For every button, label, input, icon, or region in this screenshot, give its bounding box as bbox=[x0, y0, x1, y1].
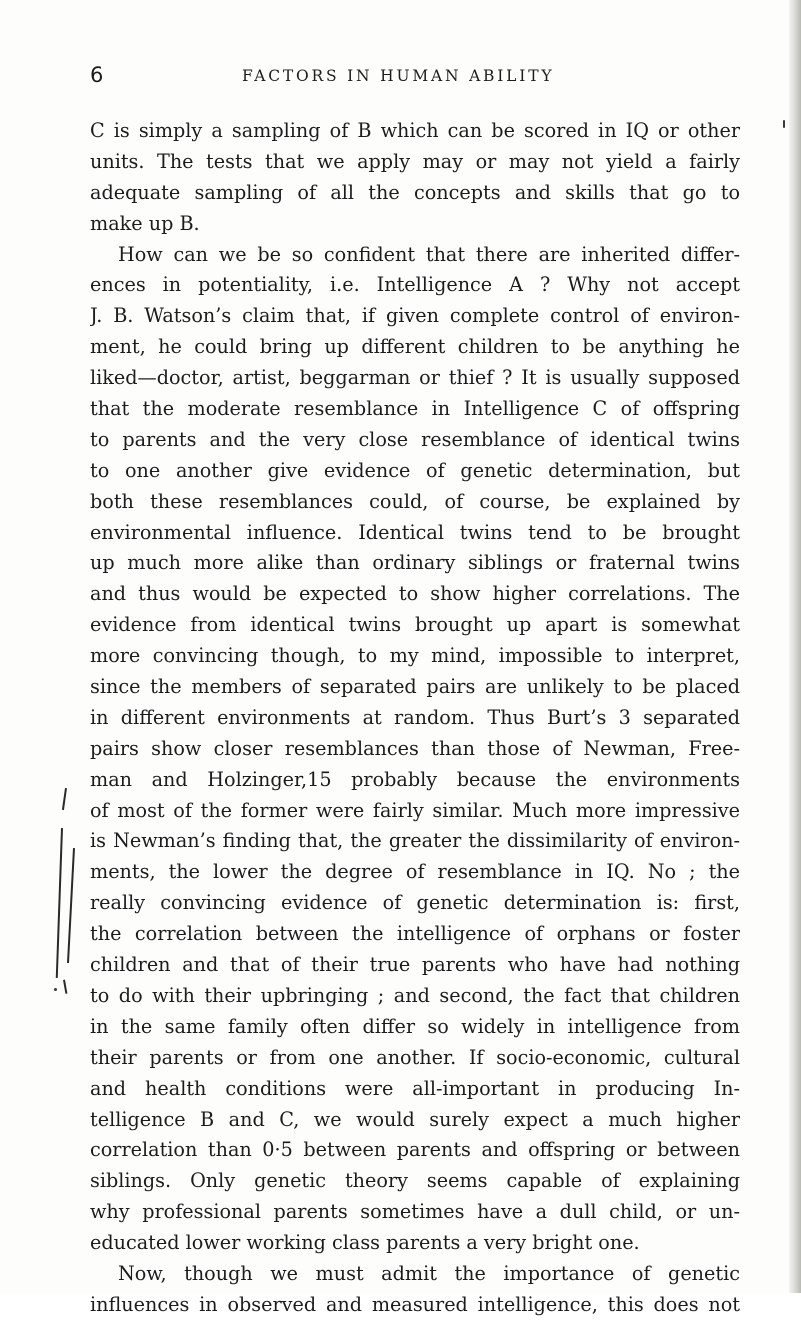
text-line: since the members of separated pairs are unlikely to be placed bbox=[90, 675, 740, 699]
text-line: ment, he could bring up different children to be anything he bbox=[90, 335, 740, 359]
text-line: in different environments at random. Thus Burt’s 3 separated bbox=[90, 705, 740, 729]
paragraph-start-line: Now, though we must admit the importance of genetic bbox=[118, 1261, 740, 1285]
text-line: liked—doctor, artist, beggarman or thief ? It is usually supposed bbox=[90, 366, 740, 390]
paragraph-start-line: How can we be so confident that there are inherited differ- bbox=[118, 242, 740, 266]
text-line: and health conditions were all-important in producing In- bbox=[90, 1076, 740, 1100]
text-line: environmental influence. Identical twins tend to be brought bbox=[90, 520, 740, 544]
text-line: correlation than 0·5 between parents and offspring or between bbox=[90, 1138, 740, 1162]
margin-pencil-marks bbox=[54, 788, 84, 998]
text-line: evidence from identical twins brought up apart is somewhat bbox=[90, 613, 740, 637]
running-title: FACTORS IN HUMAN ABILITY bbox=[242, 67, 555, 85]
pencil-dot bbox=[54, 988, 57, 991]
text-line: ences in potentiality, i.e. Intelligence A ? Why not accept bbox=[90, 273, 740, 297]
text-line: to do with their upbringing ; and second, the fact that children bbox=[90, 983, 740, 1007]
page-number: 6 bbox=[90, 63, 104, 87]
text-line: units. The tests that we apply may or may not yield a fairly bbox=[90, 149, 740, 173]
text-line: in the same family often differ so widely in intelligence from bbox=[90, 1014, 740, 1038]
text-line: telligence B and C, we would surely expect a much higher bbox=[90, 1107, 740, 1131]
text-line: educated lower working class parents a very bright one. bbox=[90, 1231, 640, 1255]
text-line: the correlation between the intelligence of orphans or foster bbox=[90, 922, 740, 946]
text-line: children and that of their true parents who have had nothing bbox=[90, 953, 740, 977]
text-line: up much more alike than ordinary siblings or fraternal twins bbox=[90, 551, 740, 575]
text-line: C is simply a sampling of B which can be scored in IQ or other bbox=[90, 119, 740, 142]
text-line: man and Holzinger,15 probably because the environments bbox=[90, 767, 740, 791]
body-text bbox=[90, 116, 740, 1321]
text-line: ments, the lower the degree of resemblance in IQ. No ; the bbox=[90, 860, 740, 884]
page-edge-shadow bbox=[789, 0, 801, 1293]
text-line: more convincing though, to my mind, impossible to interpret, bbox=[90, 644, 740, 668]
text-line: J. B. Watson’s claim that, if given complete control of environ- bbox=[90, 304, 740, 328]
pencil-stroke bbox=[63, 980, 67, 994]
text-line: to parents and the very close resemblance of identical twins bbox=[90, 427, 740, 451]
text-line: why professional parents sometimes have a dull child, or un- bbox=[90, 1200, 740, 1224]
text-line: is Newman’s finding that, the greater the dissimilarity of environ- bbox=[90, 829, 740, 853]
pencil-stroke bbox=[67, 848, 75, 963]
text-line: influences in observed and measured intelligence, this does not bbox=[90, 1292, 740, 1316]
pencil-stroke bbox=[62, 788, 67, 810]
running-head bbox=[90, 63, 740, 93]
text-line: siblings. Only genetic theory seems capable of explaining bbox=[90, 1169, 740, 1193]
pencil-stroke bbox=[56, 828, 63, 978]
text-line: pairs show closer resemblances than those of Newman, Free- bbox=[90, 736, 740, 760]
text-line: really convincing evidence of genetic determination is: first, bbox=[90, 891, 740, 915]
text-line: and thus would be expected to show higher correlations. The bbox=[90, 582, 740, 606]
page-speck bbox=[783, 120, 785, 128]
text-line: that the moderate resemblance in Intelligence C of offspring bbox=[90, 397, 740, 421]
text-line: adequate sampling of all the concepts and skills that go to bbox=[90, 180, 740, 204]
text-line: of most of the former were fairly similar. Much more impressive bbox=[90, 798, 740, 822]
text-line: to one another give evidence of genetic determination, but bbox=[90, 458, 740, 482]
text-line: their parents or from one another. If socio-economic, cultural bbox=[90, 1045, 740, 1069]
text-line: both these resemblances could, of course, be explained by bbox=[90, 489, 740, 513]
text-line: make up B. bbox=[90, 211, 200, 235]
